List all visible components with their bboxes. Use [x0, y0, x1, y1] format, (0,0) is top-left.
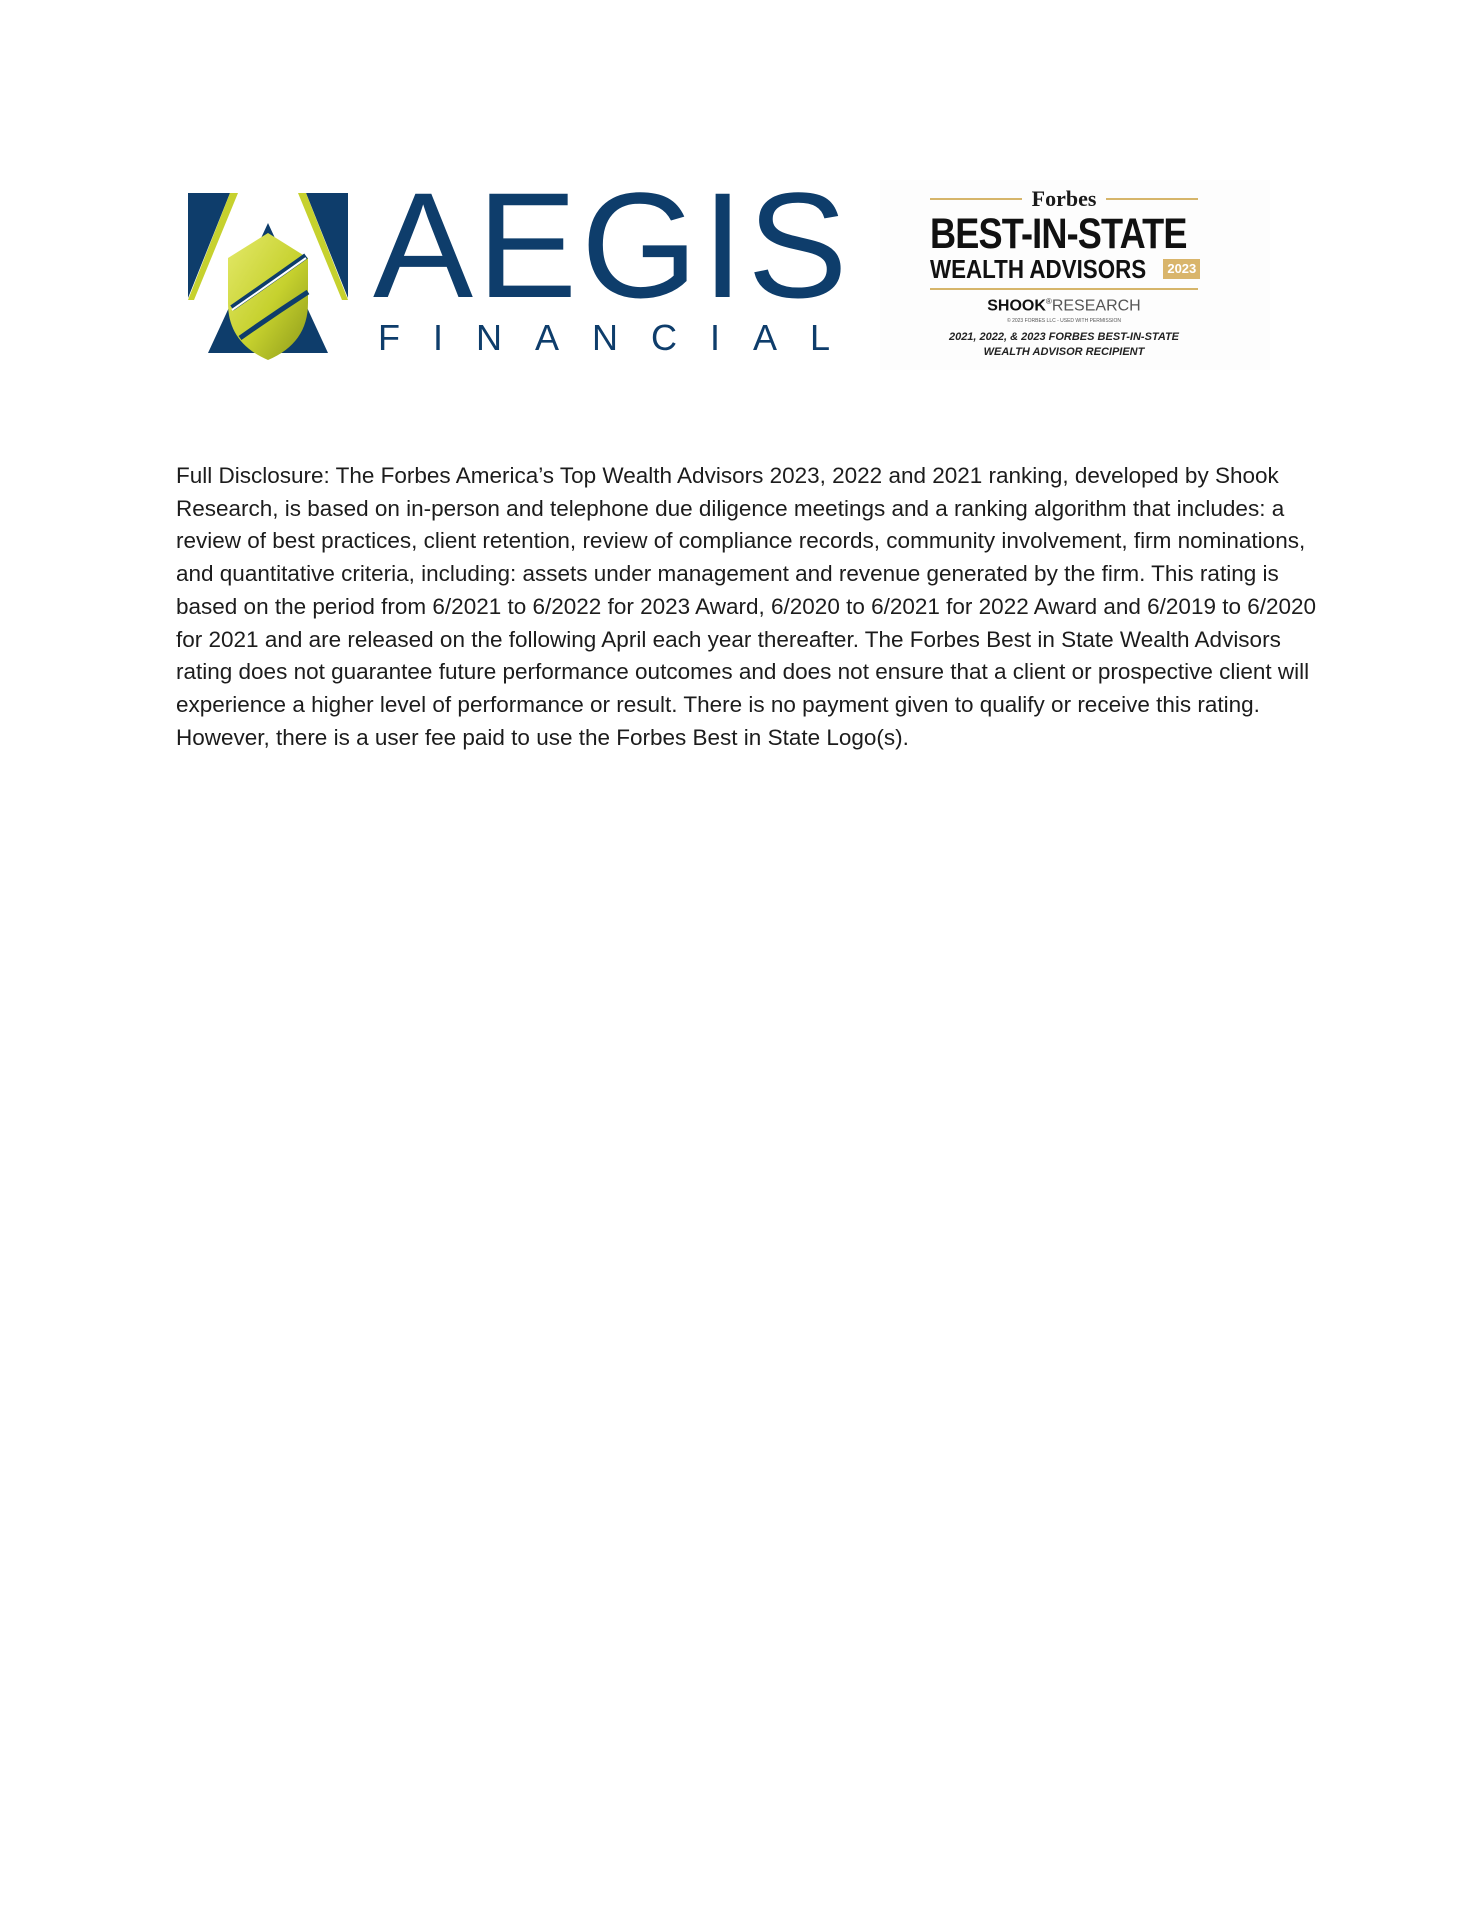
recipient-line-2: WEALTH ADVISOR RECIPIENT: [983, 346, 1145, 359]
registered-mark: ®: [1045, 297, 1052, 306]
shook-name: SHOOK: [987, 297, 1046, 315]
forbes-badge-content: [930, 186, 1198, 360]
shook-research-label: RESEARCH: [1051, 297, 1141, 315]
gold-rule-right: [1106, 198, 1198, 200]
forbes-best-in-state-badge: [880, 180, 1270, 370]
recipient-line-1: 2021, 2022, & 2023 FORBES BEST-IN-STATE: [948, 331, 1180, 344]
forbes-header: [930, 186, 1198, 212]
permission-note: © 2023 FORBES LLC - USED WITH PERMISSION: [1007, 318, 1121, 325]
shook-research-logo: [930, 297, 1198, 315]
year-badge: 2023: [1163, 259, 1200, 279]
forbes-wordmark: Forbes: [1031, 186, 1097, 211]
logo-header: [180, 161, 1280, 370]
gold-rule-left: [930, 198, 1022, 200]
gold-rule-bottom: [930, 288, 1198, 290]
best-in-state-title: BEST-IN-STATE: [930, 210, 1187, 258]
wealth-advisors-title: WEALTH ADVISORS: [930, 253, 1147, 284]
aegis-financial-logo: [188, 161, 864, 363]
full-disclosure-paragraph: Full Disclosure: The Forbes America’s Top Wealth Advisors 2023, 2022 and 2021 ranking, developed by Shook Research, is based on in-person and telephone due diligence meetings and a ranking algorithm that includes: a review of best practices, client retention, review of compliance records, community involvement, firm nominations, and quantitative criteria, including: assets under management and revenue generated by the firm. This rating is based on the period from 6/2021 to 6/2022 for 2023 Award, 6/2020 to 6/2021 for 2022 Award and 6/2019 to 6/2020 for 2021 and are released on the following April each year thereafter. The Forbes Best in State Wealth Advisors rating does not guarantee future performance outcomes and does not ensure that a client or prospective client will experience a higher level of performance or result. There is no payment given to qualify or receive this rating. However, there is a user fee paid to use the Forbes Best in State Logo(s).: [176, 463, 1317, 750]
recipient-caption: [930, 330, 1198, 360]
wealth-advisors-row: [930, 254, 1198, 284]
aegis-subtitle: FINANCIAL: [378, 317, 864, 358]
aegis-shield-triangle-icon: [188, 188, 348, 363]
aegis-wordmark: AEGIS: [373, 161, 852, 329]
